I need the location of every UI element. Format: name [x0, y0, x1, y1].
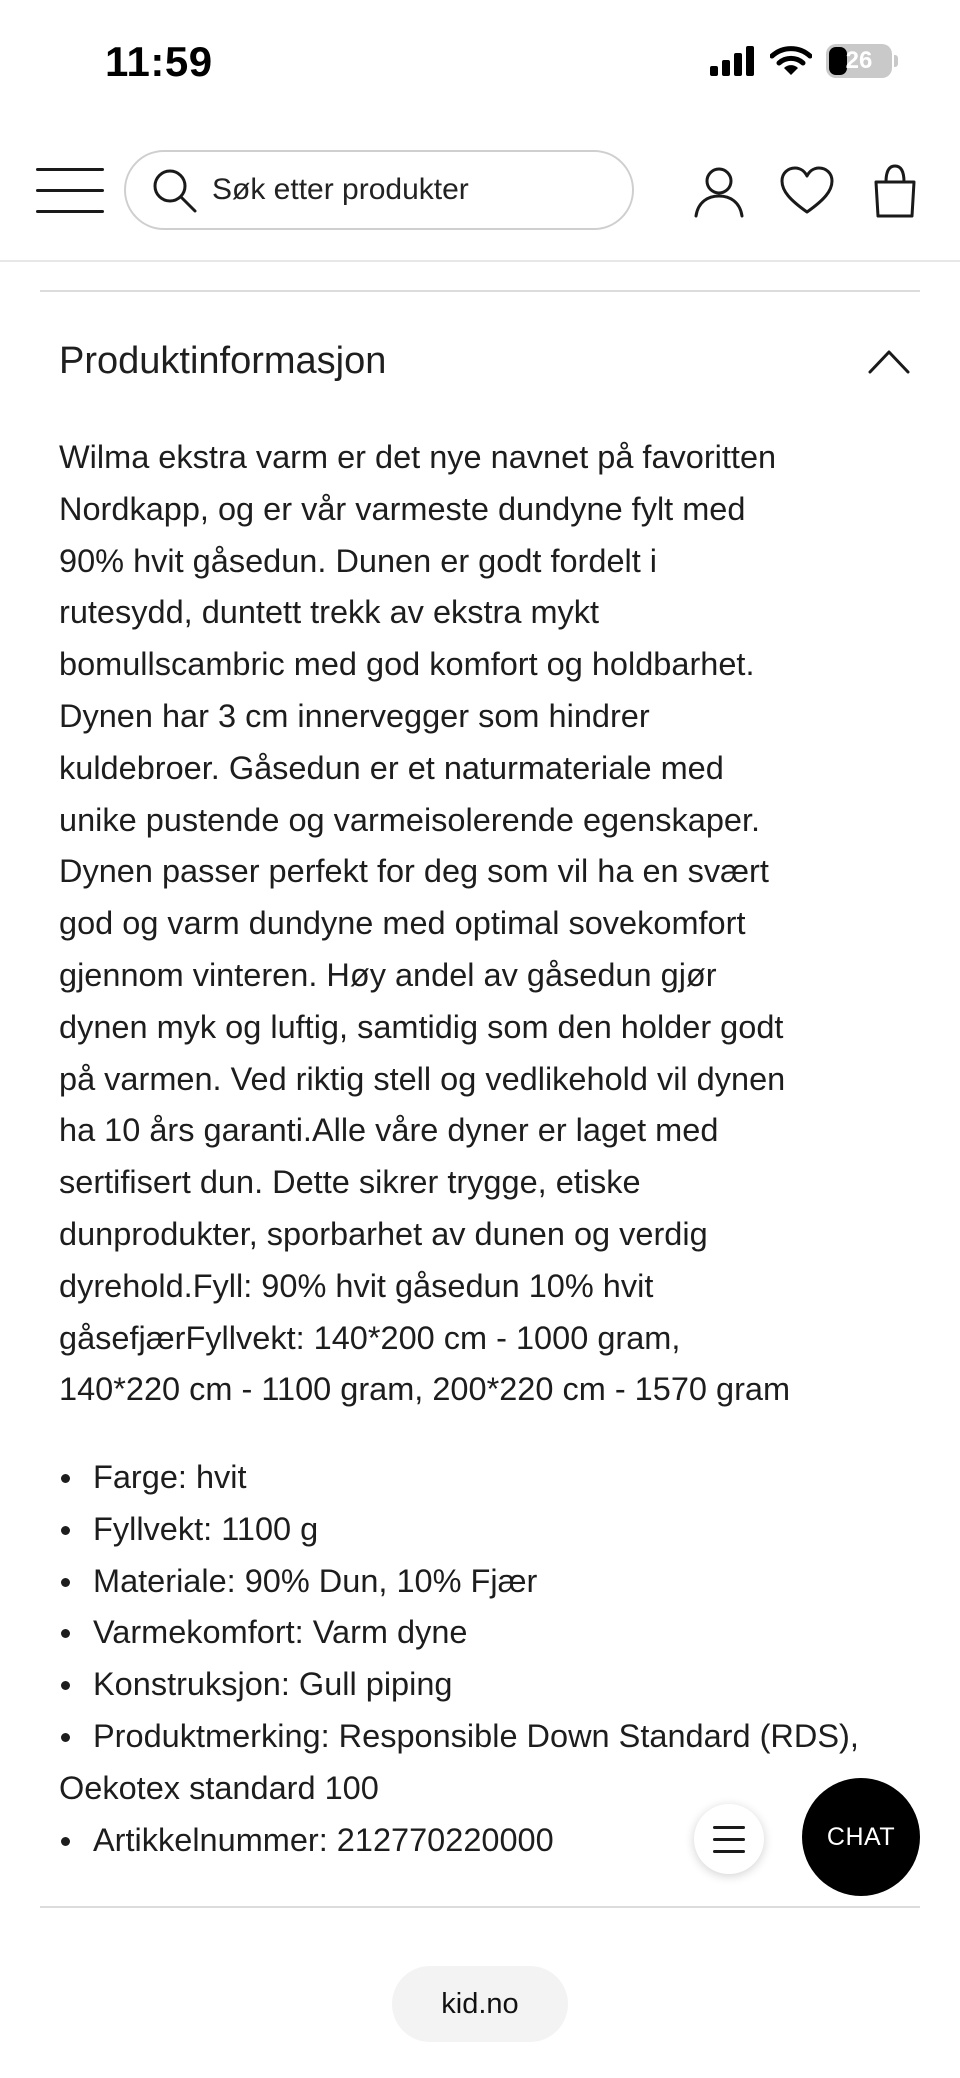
wifi-icon — [770, 45, 812, 77]
product-description: Wilma ekstra varm er det nye navnet på favoritten Nordkapp, og er vår varmeste dundyne fylt med 90% hvit gåsedun. Dunen er godt fordelt i rutesydd, duntett trekk av ekstra mykt bomullscambric med god komfort og holdbarhet. Dynen har 3 cm innervegger som hindrer kuldebroer. Gåsedun er et naturmateriale med unike pustende og varmeisolerende egenskaper. Dynen passer perfekt for deg som vil ha en svært god og varm dundyne med optimal sovekomfort gjennom vinteren. Høy andel av gåsedun gjør dynen myk og luftig, samtidig som den holder godt på varmen. Ved riktig stell og vedlikehold vil dynen ha 10 års garanti.Alle våre dyner er laget med sertifisert dun. Dette sikrer trygge, etiske dunprodukter, sporbarhet av dunen og verdig dyrehold.Fyll: 90% hvit gåsedun 10% hvit gåsefjærFyllvekt: 140*200 cm - 1000 gram, 140*220 cm - 1100 gram, 200*220 cm - 1570 gram — [59, 439, 791, 1408]
product-info-accordion-header[interactable] — [40, 330, 920, 400]
battery-level: 26 — [845, 47, 873, 74]
spec-item: Fyllvekt: 1100 g — [59, 1504, 921, 1556]
product-specs-list — [59, 1452, 921, 1866]
section-divider — [40, 1906, 920, 1908]
section-title: Produktinformasjon — [59, 340, 387, 382]
menu-icon-line — [36, 168, 104, 171]
spec-item: Konstruksjon: Gull piping — [59, 1659, 921, 1711]
menu-icon-line — [713, 1826, 745, 1829]
menu-icon-line — [713, 1838, 745, 1841]
status-time: 11:59 — [105, 38, 213, 85]
section-divider — [40, 290, 920, 292]
spec-item: Farge: hvit — [59, 1452, 921, 1504]
battery-fill — [829, 47, 847, 75]
site-header — [0, 130, 960, 262]
spec-item: Materiale: 90% Dun, 10% Fjær — [59, 1556, 921, 1608]
spec-item: Artikkelnummer: 212770220000 — [59, 1815, 921, 1867]
battery-tip — [894, 55, 898, 67]
status-icons — [710, 44, 898, 78]
search-placeholder: Søk etter produkter — [212, 173, 469, 206]
floating-menu-button[interactable] — [694, 1804, 764, 1874]
heart-icon[interactable] — [780, 164, 834, 218]
chat-button[interactable]: CHAT — [802, 1778, 920, 1896]
battery-icon — [826, 44, 892, 78]
status-bar — [0, 0, 960, 130]
bag-icon[interactable] — [868, 164, 922, 218]
search-icon — [150, 166, 198, 214]
search-input[interactable] — [124, 150, 634, 230]
account-icon[interactable] — [692, 164, 746, 218]
menu-icon-line — [36, 189, 104, 192]
spec-item: Produktmerking: Responsible Down Standard (RDS), Oekotex standard 100 — [59, 1711, 921, 1815]
cellular-signal-icon — [710, 46, 756, 76]
menu-button[interactable] — [36, 168, 104, 214]
menu-icon-line — [36, 210, 104, 213]
browser-url-bar[interactable]: kid.no — [392, 1966, 568, 2042]
menu-icon-line — [713, 1850, 745, 1853]
chevron-up-icon[interactable] — [868, 348, 910, 374]
spec-item: Varmekomfort: Varm dyne — [59, 1607, 921, 1659]
